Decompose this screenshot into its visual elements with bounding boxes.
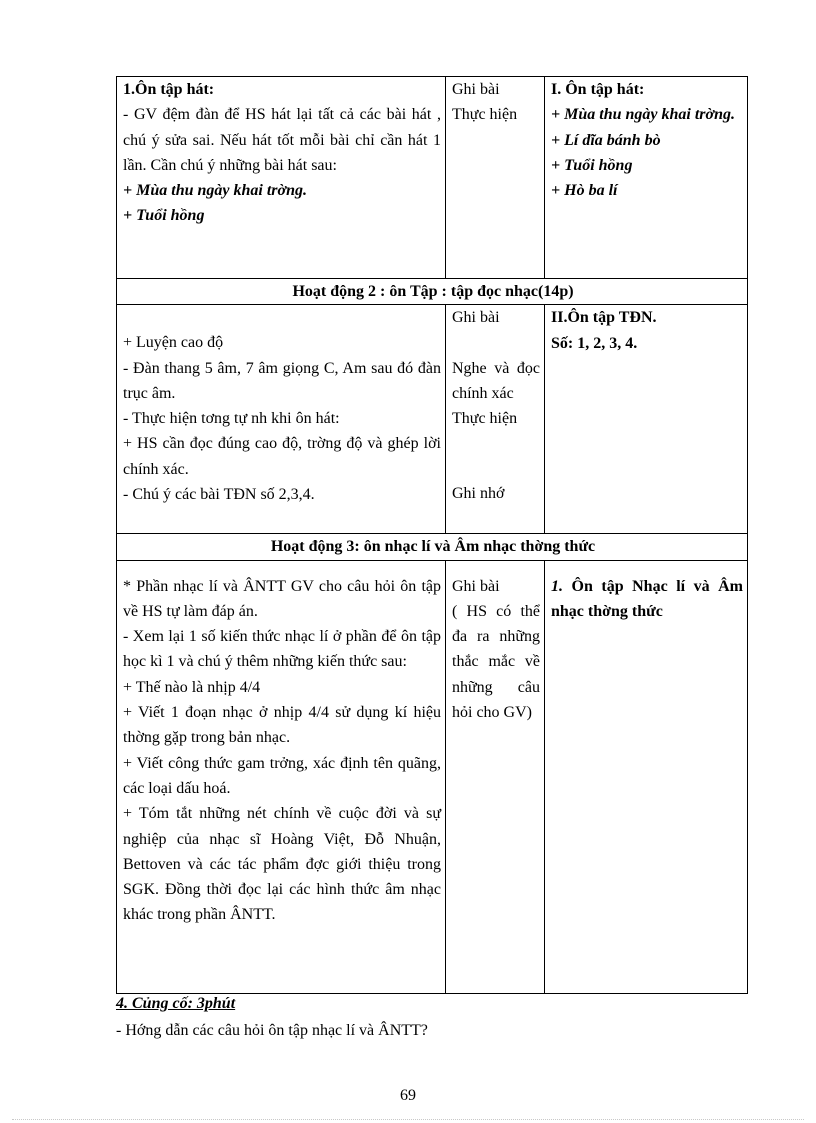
student-note: Ghi bài [452,81,500,98]
activity-line: - Xem lại 1 số kiến thức nhạc lí ở phần để ôn tập học kì 1 và chú ý thêm những kiến thức sau: [123,628,441,671]
consolidation-heading: 4. Củng cố: 3phút [116,995,236,1012]
song-item: + Tuổi hồng [123,207,205,225]
student-note: Ghi bài [452,309,500,327]
section-body: - GV đệm đàn để HS hát lại tất cả các bài hát , chú ý sửa sai. Nếu hát tốt mỗi bài chỉ cần hát 1 lần. Cần chú ý những bài hát sau: [123,106,441,174]
teacher-activity-cell [117,77,446,279]
teacher-activity-cell [117,560,446,993]
content-heading-text: Ôn tập Nhạc lí và Âm nhạc thờng thức [551,577,743,620]
activity-3-header-row [117,534,748,560]
content-song: + Tuổi hồng [551,156,633,174]
activity-line: + Luyện cao độ [123,334,224,352]
content-numbers: Số: 1, 2, 3, 4. [551,334,638,352]
content-heading: I. Ôn tập hát: [551,81,645,98]
content-song: + Lí dĩa bánh bò [551,131,661,149]
student-activity-cell [446,560,545,993]
student-note: Ghi nhớ [452,485,505,503]
activity-line: + Tóm tắt những nét chính về cuộc đời và sự nghiệp của nhạc sĩ Hoàng Việt, Đỗ Nhuận, Bettoven và các tác phẩm đợc giới thiệu trong SGK. Đồng thời đọc lại các hình thức âm nhạc khác trong phần ÂNTT. [123,805,441,924]
page-edge-divider [12,1119,804,1120]
row-theory-review [117,560,748,993]
activity-3-title: Hoạt động 3: ôn nhạc lí và Âm nhạc thờng thức [117,534,748,560]
student-note: ( HS có thể đa ra những thắc mắc về những câu hỏi cho GV) [452,602,540,722]
activity-line: * Phần nhạc lí và ÂNTT GV cho câu hỏi ôn tập về HS tự làm đáp án. [123,577,441,620]
section-heading: 1.Ôn tập hát: [123,81,215,98]
activity-line: - Chú ý các bài TĐN số 2,3,4. [123,486,315,504]
activity-line: - Thực hiện tơng tự nh khi ôn hát: [123,410,340,428]
page-number: 69 [400,1087,416,1104]
row-sight-reading [117,305,748,534]
activity-line: + Viết công thức gam trởng, xác định tên quãng, các loại dấu hoá. [123,754,441,797]
activity-2-title: Hoạt động 2 : ôn Tập : tập đọc nhạc(14p) [117,279,748,305]
consolidation-text: - Hớng dẫn các câu hỏi ôn tập nhạc lí và ÂNTT? [116,1022,428,1039]
student-activity-cell [446,77,545,279]
content-heading [551,574,743,625]
activity-line: + Viết 1 đoạn nhạc ở nhịp 4/4 sử dụng kí hiệu thờng gặp trong bản nhạc. [123,704,441,747]
teacher-activity-cell [117,305,446,534]
content-song: + Hò ba lí [551,182,618,200]
content-song: + Mùa thu ngày khai trờng. [551,106,735,124]
song-item: + Mùa thu ngày khai trờng. [123,182,307,200]
student-activity-cell [446,305,545,534]
student-note: Ghi bài [452,577,500,595]
row-review-singing [117,77,748,279]
lesson-table [116,76,748,994]
activity-line: + HS cần đọc đúng cao độ, trờng độ và ghép lời chính xác. [123,435,441,478]
content-cell [545,77,748,279]
activity-line: + Thế nào là nhịp 4/4 [123,678,261,696]
student-note: Thực hiện [452,410,518,428]
content-cell [545,305,748,534]
student-note: Thực hiện [452,106,518,124]
content-cell [545,560,748,993]
content-number: 1. [551,577,563,595]
content-heading: II.Ôn tập TĐN. [551,309,657,327]
activity-line: - Đàn thang 5 âm, 7 âm giọng C, Am sau đó đàn trục âm. [123,359,441,402]
activity-2-header-row [117,279,748,305]
student-note: Nghe và đọc chính xác [452,359,540,402]
